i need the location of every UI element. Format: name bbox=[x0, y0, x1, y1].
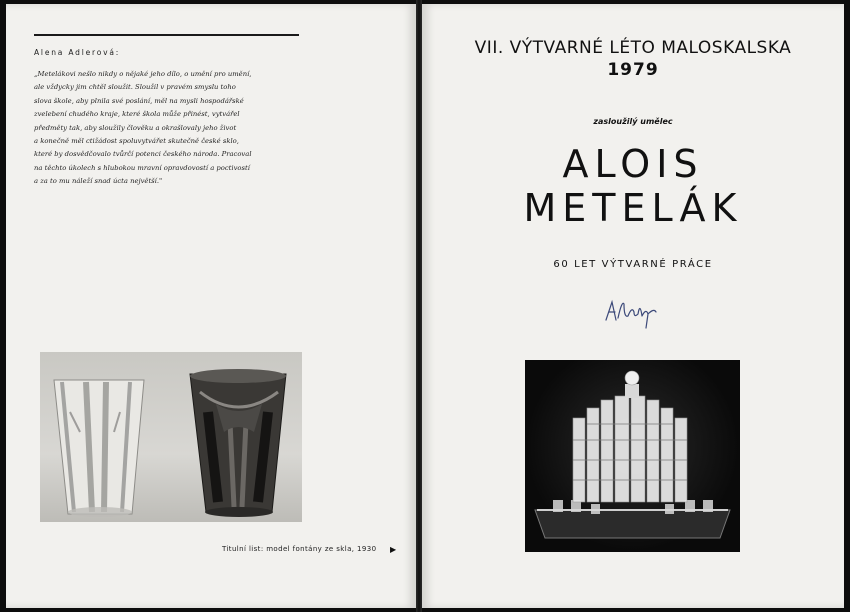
arrow-right-icon: ▶ bbox=[390, 545, 397, 554]
event-year: 1979 bbox=[607, 60, 659, 80]
vases-illustration bbox=[40, 352, 302, 522]
top-rule bbox=[34, 34, 299, 36]
quote-line: které by dosvědčovalo tvůrčí potenci českého národa. Pracoval bbox=[34, 150, 252, 159]
honorary-title: zasloužilý umělec bbox=[593, 117, 673, 126]
quote-line: na těchto úkolech s hlubokou mravní opravdovostí a poctivostí bbox=[34, 163, 250, 172]
artist-first-name: ALOIS bbox=[562, 142, 704, 186]
artist-last-name: METELÁK bbox=[523, 186, 743, 230]
quote-line: ale vždycky jim chtěl sloužit. Sloužil v pravém smyslu toho bbox=[34, 83, 236, 92]
quote-line: slova škole, aby plnila své poslání, měl na mysli hospodářské bbox=[34, 96, 244, 105]
quote-author: Alena Adlerová: bbox=[34, 48, 121, 57]
handwritten-signature bbox=[602, 294, 662, 334]
cover-caption: Titulní list: model fontány ze skla, 1930 bbox=[222, 545, 377, 553]
vases-photo bbox=[40, 352, 302, 522]
quote-text bbox=[34, 68, 304, 189]
anniversary-subtitle: 60 LET VÝTVARNÉ PRÁCE bbox=[553, 259, 713, 270]
left-page bbox=[6, 4, 416, 608]
quote-line: „Metelákovi nešlo nikdy o nějaké jeho dílo, o umění pro umění, bbox=[34, 70, 252, 78]
quote-line: a konečně měl ctižádost spoluvytvářet skutečně české sklo, bbox=[34, 137, 239, 146]
quote-line: předměty tak, aby sloužily člověku a okrašlovaly jeho život bbox=[34, 123, 237, 132]
quote-line: zvelebení chudého kraje, které škola může přinést, vytvářel bbox=[34, 110, 240, 119]
clear-vase bbox=[54, 380, 144, 517]
dark-vase bbox=[190, 369, 286, 517]
quote-line: a za to mu náleží snad úcta největší." bbox=[34, 177, 163, 186]
event-title: VII. VÝTVARNÉ LÉTO MALOSKALSKA bbox=[474, 38, 792, 58]
right-page bbox=[422, 4, 844, 608]
glass-fountain-photo bbox=[525, 360, 740, 552]
fountain-illustration bbox=[525, 360, 740, 552]
